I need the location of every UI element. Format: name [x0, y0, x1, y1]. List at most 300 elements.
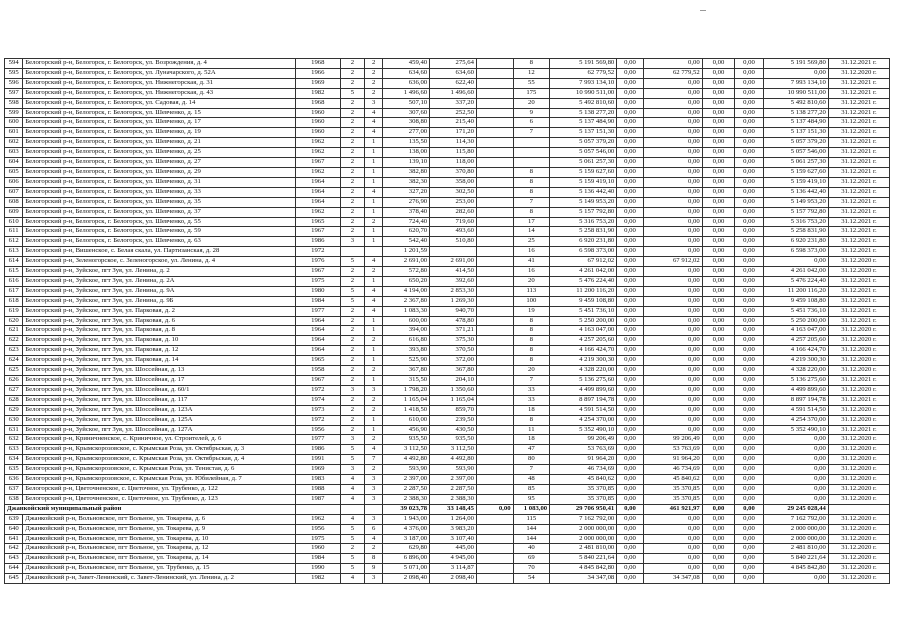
- cell-cost-total: 46 734,69: [550, 465, 617, 475]
- cell-area-living: 3 112,50: [430, 445, 477, 455]
- cell-year: 1969: [295, 78, 340, 88]
- cell-area-living: 2 098,40: [430, 574, 477, 584]
- cell-address: Белогорский р-н, Зуйское, пгт Зуя, ул. Ленина, д. 2А: [23, 276, 296, 286]
- cell-fund-regional: 0,00: [643, 356, 702, 366]
- cell-cost-total: 4 328 220,00: [550, 366, 617, 376]
- cell-area-total: 525,90: [383, 356, 430, 366]
- cell-fund-regional: 35 370,85: [643, 484, 702, 494]
- cell-floors: 5: [340, 286, 364, 296]
- cell-floors: 2: [340, 118, 364, 128]
- cell-cost-total: 4 219 300,30: [550, 356, 617, 366]
- cell-residents: 19: [513, 306, 550, 316]
- cell-fund-federal: 0,00: [617, 118, 643, 128]
- cell-row-number: 601: [5, 128, 23, 138]
- cell-fund-other: 4 166 424,70: [763, 346, 828, 356]
- cell-year: 1986: [295, 237, 340, 247]
- cell-residents: 8: [513, 167, 550, 177]
- cell-area-other: [476, 128, 513, 138]
- cell-completion-date: 31.12.2020 г.: [828, 366, 889, 376]
- cell-fund-other: 0,00: [763, 257, 828, 267]
- table-row: [5, 366, 890, 376]
- cell-completion-date: 31.12.2021 г.: [828, 59, 889, 69]
- cell-row-number: 622: [5, 336, 23, 346]
- cell-fund-local: 0,00: [702, 385, 735, 395]
- table-row: [5, 494, 890, 504]
- cell-entrances: 1: [365, 356, 383, 366]
- table-row: [5, 465, 890, 475]
- cell-fund-regional: 0,00: [643, 247, 702, 257]
- cell-fund-other: 2 481 810,00: [763, 544, 828, 554]
- cell-area-other: [476, 544, 513, 554]
- table-row: [5, 564, 890, 574]
- cell-address: Белогорский р-н, Белогорск, г. Белогорск, ул. Нижнегорская, д. 31: [23, 78, 296, 88]
- cell-fund-regional: 53 763,69: [643, 445, 702, 455]
- cell-fund-other: 4 845 842,80: [763, 564, 828, 574]
- cell-row-number: 634: [5, 455, 23, 465]
- cell-fund-federal: 0,00: [617, 286, 643, 296]
- cell-fund-owners: 0,00: [735, 415, 763, 425]
- cell-fund-regional: 0,00: [643, 118, 702, 128]
- cell-year: 1967: [295, 376, 340, 386]
- cell-area-living: 371,21: [430, 326, 477, 336]
- cell-fund-regional: 0,00: [643, 514, 702, 524]
- cell-fund-federal: 0,00: [617, 395, 643, 405]
- cell-area-total: 1 496,60: [383, 88, 430, 98]
- cell-fund-owners: 0,00: [735, 504, 763, 514]
- cell-year: 1968: [295, 98, 340, 108]
- cell-area-living: 634,60: [430, 68, 477, 78]
- cell-fund-federal: 0,00: [617, 514, 643, 524]
- cell-row-number: 621: [5, 326, 23, 336]
- cell-floors: 2: [340, 346, 364, 356]
- table-row: [5, 227, 890, 237]
- cell-fund-other: 5 137 484,90: [763, 118, 828, 128]
- cell-completion-date: 31.12.2020 г.: [828, 524, 889, 534]
- cell-row-number: 623: [5, 346, 23, 356]
- cell-fund-local: 0,00: [702, 187, 735, 197]
- cell-fund-regional: 461 921,97: [643, 504, 702, 514]
- cell-fund-federal: 0,00: [617, 524, 643, 534]
- cell-area-living: 859,70: [430, 405, 477, 415]
- cell-floors: 2: [340, 356, 364, 366]
- cell-entrances: 3: [365, 385, 383, 395]
- cell-fund-federal: 0,00: [617, 475, 643, 485]
- cell-fund-other: 5 476 224,40: [763, 276, 828, 286]
- table-row: [5, 484, 890, 494]
- cell-residents: 20: [513, 276, 550, 286]
- cell-address: Белогорский р-н, Белогорск, г. Белогорск, ул. Шевченко, д. 59: [23, 227, 296, 237]
- table-row: [5, 247, 890, 257]
- cell-area-living: 2 388,30: [430, 494, 477, 504]
- table-row: [5, 405, 890, 415]
- cell-cost-total: 5 057 379,20: [550, 138, 617, 148]
- cell-address: Белогорский р-н, Белогорск, г. Белогорск, ул. Шевченко, д. 27: [23, 158, 296, 168]
- cell-floors: 5: [340, 534, 364, 544]
- cell-year: 1964: [295, 187, 340, 197]
- cell-address: Белогорский р-н, Белогорск, г. Белогорск, ул. Шевченко, д. 21: [23, 138, 296, 148]
- cell-year: 1962: [295, 514, 340, 524]
- cell-area-total: 6 896,00: [383, 554, 430, 564]
- cell-area-other: [476, 514, 513, 524]
- cell-area-other: [476, 385, 513, 395]
- cell-fund-other: 6 598 373,00: [763, 247, 828, 257]
- cell-area-living: 3 114,87: [430, 564, 477, 574]
- cell-area-living: 370,80: [430, 167, 477, 177]
- table-row: [5, 158, 890, 168]
- cell-floors: 2: [340, 177, 364, 187]
- cell-fund-local: 0,00: [702, 68, 735, 78]
- cell-cost-total: 5 840 221,64: [550, 554, 617, 564]
- cell-floors: 5: [340, 296, 364, 306]
- cell-area-living: 253,00: [430, 197, 477, 207]
- cell-area-total: 2 287,50: [383, 484, 430, 494]
- cell-floors: 2: [340, 227, 364, 237]
- cell-completion-date: 31.12.2020 г.: [828, 356, 889, 366]
- cell-area-total: 2 691,00: [383, 257, 430, 267]
- cell-fund-regional: 0,00: [643, 395, 702, 405]
- cell-year: 1967: [295, 227, 340, 237]
- cell-fund-federal: 0,00: [617, 435, 643, 445]
- cell-completion-date: 31.12.2020 г.: [828, 257, 889, 267]
- cell-area-total: 3 112,50: [383, 445, 430, 455]
- cell-residents: 1 083,00: [513, 504, 550, 514]
- cell-entrances: 7: [365, 455, 383, 465]
- cell-fund-federal: 0,00: [617, 385, 643, 395]
- cell-fund-owners: 0,00: [735, 376, 763, 386]
- cell-area-living: 510,80: [430, 237, 477, 247]
- cell-entrances: 1: [365, 237, 383, 247]
- cell-fund-regional: 0,00: [643, 286, 702, 296]
- cell-cost-total: 4 591 514,50: [550, 405, 617, 415]
- cell-cost-total: 91 964,20: [550, 455, 617, 465]
- cell-area-living: 935,50: [430, 435, 477, 445]
- cell-area-living: 171,20: [430, 128, 477, 138]
- cell-area-other: [476, 316, 513, 326]
- cell-fund-local: 0,00: [702, 504, 735, 514]
- cell-fund-other: 29 245 028,44: [763, 504, 828, 514]
- cell-fund-owners: 0,00: [735, 425, 763, 435]
- cell-row-number: 612: [5, 237, 23, 247]
- table-row: [5, 574, 890, 584]
- cell-area-other: [476, 118, 513, 128]
- table-row: [5, 108, 890, 118]
- cell-residents: 9: [513, 108, 550, 118]
- cell-fund-regional: 0,00: [643, 158, 702, 168]
- cell-floors: 3: [340, 435, 364, 445]
- cell-area-living: 215,40: [430, 118, 477, 128]
- cell-floors: 3: [340, 465, 364, 475]
- cell-completion-date: 31.12.2020 г.: [828, 564, 889, 574]
- cell-fund-local: 0,00: [702, 227, 735, 237]
- cell-residents: 8: [513, 187, 550, 197]
- cell-entrances: [365, 247, 383, 257]
- cell-address: Белогорский р-н, Криничненское, с. Криничное, ул. Строителей, д. 6: [23, 435, 296, 445]
- cell-residents: 100: [513, 296, 550, 306]
- cell-area-other: [476, 524, 513, 534]
- cell-residents: 33: [513, 385, 550, 395]
- cell-fund-owners: 0,00: [735, 366, 763, 376]
- cell-completion-date: 31.12.2020 г.: [828, 484, 889, 494]
- cell-area-other: [476, 445, 513, 455]
- cell-fund-owners: 0,00: [735, 326, 763, 336]
- cell-cost-total: 2 481 810,00: [550, 544, 617, 554]
- cell-fund-other: 5 159 419,10: [763, 177, 828, 187]
- cell-year: 1977: [295, 306, 340, 316]
- cell-fund-other: 4 163 047,00: [763, 326, 828, 336]
- cell-entrances: 4: [365, 534, 383, 544]
- cell-floors: 2: [340, 78, 364, 88]
- cell-cost-total: 34 347,08: [550, 574, 617, 584]
- cell-fund-other: 5 191 569,80: [763, 59, 828, 69]
- cell-fund-local: 0,00: [702, 356, 735, 366]
- cell-fund-federal: 0,00: [617, 316, 643, 326]
- cell-year: 1962: [295, 167, 340, 177]
- cell-floors: 4: [340, 484, 364, 494]
- cell-year: 1964: [295, 316, 340, 326]
- cell-area-total: 4 376,00: [383, 524, 430, 534]
- cell-entrances: 1: [365, 346, 383, 356]
- cell-address: Белогорский р-н, Крымскорозовское, с. Крымская Роза, ул. Октябрьская, д. 3: [23, 445, 296, 455]
- table-row: [5, 177, 890, 187]
- cell-entrances: 3: [365, 494, 383, 504]
- cell-fund-owners: 0,00: [735, 247, 763, 257]
- cell-area-total: 327,20: [383, 187, 430, 197]
- table-row: [5, 68, 890, 78]
- cell-fund-local: 0,00: [702, 514, 735, 524]
- cell-cost-total: 35 370,85: [550, 494, 617, 504]
- cell-row-number: 627: [5, 385, 23, 395]
- cell-year: 1964: [295, 177, 340, 187]
- cell-fund-local: 0,00: [702, 336, 735, 346]
- cell-area-living: 1 496,60: [430, 88, 477, 98]
- cell-fund-owners: 0,00: [735, 118, 763, 128]
- cell-floors: 2: [340, 138, 364, 148]
- cell-fund-federal: 0,00: [617, 356, 643, 366]
- cell-area-other: [476, 554, 513, 564]
- cell-area-other: [476, 227, 513, 237]
- cell-completion-date: 31.12.2021 г.: [828, 148, 889, 158]
- cell-fund-local: 0,00: [702, 554, 735, 564]
- cell-row-number: 635: [5, 465, 23, 475]
- cell-floors: 5: [340, 257, 364, 267]
- cell-completion-date: 31.12.2021 г.: [828, 286, 889, 296]
- cell-address: Белогорский р-н, Крымскорозовское, с. Крымская Роза, ул. Юбилейная, д. 7: [23, 475, 296, 485]
- cell-year: 1986: [295, 445, 340, 455]
- cell-year: 1972: [295, 415, 340, 425]
- table-row: [5, 296, 890, 306]
- cell-floors: 5: [340, 554, 364, 564]
- cell-fund-regional: 0,00: [643, 326, 702, 336]
- cell-residents: 55: [513, 78, 550, 88]
- cell-year: 1965: [295, 356, 340, 366]
- cell-fund-local: 0,00: [702, 257, 735, 267]
- cell-floors: 2: [340, 425, 364, 435]
- cell-fund-regional: 0,00: [643, 148, 702, 158]
- cell-area-total: 139,10: [383, 158, 430, 168]
- cell-floors: 4: [340, 574, 364, 584]
- cell-cost-total: 4 261 042,00: [550, 267, 617, 277]
- cell-floors: 2: [340, 187, 364, 197]
- cell-fund-local: 0,00: [702, 376, 735, 386]
- cell-entrances: 2: [365, 435, 383, 445]
- cell-fund-owners: 0,00: [735, 98, 763, 108]
- cell-floors: 2: [340, 415, 364, 425]
- cell-entrances: [365, 504, 383, 514]
- cell-residents: 16: [513, 267, 550, 277]
- cell-fund-local: 0,00: [702, 475, 735, 485]
- cell-residents: 69: [513, 554, 550, 564]
- cell-fund-federal: 0,00: [617, 504, 643, 514]
- cell-fund-other: 5 057 546,00: [763, 148, 828, 158]
- cell-area-living: 2 397,00: [430, 475, 477, 485]
- cell-entrances: 2: [365, 336, 383, 346]
- cell-area-other: [476, 98, 513, 108]
- cell-entrances: 2: [365, 59, 383, 69]
- table-row: [5, 554, 890, 564]
- cell-completion-date: 31.12.2021 г.: [828, 395, 889, 405]
- cell-address: Белогорский р-н, Белогорск, г. Белогорск, ул. Шевченко, д. 35: [23, 197, 296, 207]
- cell-floors: 2: [340, 108, 364, 118]
- cell-fund-owners: 0,00: [735, 356, 763, 366]
- cell-fund-local: 0,00: [702, 158, 735, 168]
- cell-fund-other: 9 459 108,80: [763, 296, 828, 306]
- cell-fund-other: 7 162 792,00: [763, 514, 828, 524]
- cell-fund-federal: 0,00: [617, 346, 643, 356]
- cell-area-other: [476, 415, 513, 425]
- table-row: [5, 207, 890, 217]
- cell-cost-total: 5 451 736,10: [550, 306, 617, 316]
- cell-fund-local: 0,00: [702, 306, 735, 316]
- cell-address: Белогорский р-н, Белогорск, г. Белогорск, ул. Возрождения, д. 4: [23, 59, 296, 69]
- cell-area-living: 414,50: [430, 267, 477, 277]
- cell-fund-regional: 0,00: [643, 385, 702, 395]
- cell-area-living: 4 492,80: [430, 455, 477, 465]
- cell-fund-federal: 0,00: [617, 494, 643, 504]
- cell-cost-total: 2 000 000,00: [550, 534, 617, 544]
- cell-residents: 41: [513, 257, 550, 267]
- cell-fund-local: 0,00: [702, 296, 735, 306]
- cell-address: Белогорский р-н, Зуйское, пгт Зуя, ул. Парковая, д. 6: [23, 316, 296, 326]
- cell-residents: 20: [513, 366, 550, 376]
- cell-completion-date: 31.12.2020 г.: [828, 385, 889, 395]
- cell-fund-local: 0,00: [702, 465, 735, 475]
- cell-year: 1964: [295, 197, 340, 207]
- cell-fund-other: 4 328 220,00: [763, 366, 828, 376]
- cell-row-number: 598: [5, 98, 23, 108]
- cell-fund-local: 0,00: [702, 247, 735, 257]
- table-row: [5, 237, 890, 247]
- cell-area-total: 610,00: [383, 415, 430, 425]
- cell-row-number: 606: [5, 177, 23, 187]
- cell-row-number: 630: [5, 415, 23, 425]
- cell-area-living: 252,50: [430, 108, 477, 118]
- cell-fund-local: 0,00: [702, 148, 735, 158]
- cell-area-other: [476, 59, 513, 69]
- cell-fund-other: 5 492 810,60: [763, 98, 828, 108]
- cell-fund-regional: 0,00: [643, 207, 702, 217]
- cell-completion-date: 31.12.2021 г.: [828, 187, 889, 197]
- cell-floors: 2: [340, 395, 364, 405]
- cell-fund-regional: 0,00: [643, 524, 702, 534]
- cell-entrances: 1: [365, 415, 383, 425]
- cell-area-total: 315,50: [383, 376, 430, 386]
- cell-fund-other: 5 136 442,40: [763, 187, 828, 197]
- cell-fund-local: 0,00: [702, 138, 735, 148]
- cell-row-number: 608: [5, 197, 23, 207]
- cell-address: Белогорский р-н, Крымскорозовское, с. Крымская Роза, ул. Октябрьская, д. 4: [23, 455, 296, 465]
- cell-cost-total: 35 370,85: [550, 484, 617, 494]
- table-row: [5, 514, 890, 524]
- cell-area-other: [476, 425, 513, 435]
- cell-completion-date: 31.12.2021 г.: [828, 177, 889, 187]
- cell-fund-regional: 0,00: [643, 296, 702, 306]
- cell-fund-owners: 0,00: [735, 465, 763, 475]
- cell-area-total: 629,80: [383, 544, 430, 554]
- cell-fund-local: 0,00: [702, 484, 735, 494]
- cell-area-total: 935,50: [383, 435, 430, 445]
- cell-fund-regional: 0,00: [643, 544, 702, 554]
- cell-row-number: 599: [5, 108, 23, 118]
- cell-residents: [513, 158, 550, 168]
- cell-fund-local: 0,00: [702, 237, 735, 247]
- cell-fund-local: 0,00: [702, 167, 735, 177]
- cell-year: 1964: [295, 346, 340, 356]
- cell-year: 1984: [295, 554, 340, 564]
- cell-fund-federal: 0,00: [617, 455, 643, 465]
- cell-area-total: 276,90: [383, 197, 430, 207]
- cell-cost-total: 5 316 753,20: [550, 217, 617, 227]
- cell-fund-regional: 0,00: [643, 197, 702, 207]
- cell-entrances: 3: [365, 574, 383, 584]
- cell-fund-other: 2 000 000,00: [763, 534, 828, 544]
- table-row: [5, 187, 890, 197]
- cell-address: Джанкойский р-н, Вольновское, пгт Вольное, ул. Токарева, д. 12: [23, 544, 296, 554]
- cell-fund-regional: 0,00: [643, 534, 702, 544]
- scan-mark: [700, 10, 706, 15]
- cell-cost-total: 99 206,49: [550, 435, 617, 445]
- cell-area-other: [476, 336, 513, 346]
- cell-fund-owners: 0,00: [735, 197, 763, 207]
- cell-fund-other: 0,00: [763, 465, 828, 475]
- cell-row-number: 613: [5, 247, 23, 257]
- cell-cost-total: 4 845 842,80: [550, 564, 617, 574]
- cell-fund-local: 0,00: [702, 108, 735, 118]
- cell-area-living: 33 148,45: [430, 504, 477, 514]
- cell-completion-date: 31.12.2020 г.: [828, 445, 889, 455]
- cell-fund-regional: 0,00: [643, 59, 702, 69]
- cell-year: 1964: [295, 336, 340, 346]
- cell-fund-other: 5 258 831,90: [763, 227, 828, 237]
- cell-fund-local: 0,00: [702, 445, 735, 455]
- cell-residents: 20: [513, 98, 550, 108]
- cell-floors: 2: [340, 197, 364, 207]
- cell-area-total: 650,20: [383, 276, 430, 286]
- cell-area-other: [476, 148, 513, 158]
- cell-fund-federal: 0,00: [617, 484, 643, 494]
- cell-floors: 4: [340, 475, 364, 485]
- cell-fund-federal: 0,00: [617, 59, 643, 69]
- cell-cost-total: 6 920 231,80: [550, 237, 617, 247]
- cell-row-number: 641: [5, 534, 23, 544]
- cell-year: 1977: [295, 435, 340, 445]
- cell-fund-other: 5 061 257,30: [763, 158, 828, 168]
- cell-fund-owners: 0,00: [735, 128, 763, 138]
- cell-row-number: 628: [5, 395, 23, 405]
- cell-fund-owners: 0,00: [735, 68, 763, 78]
- cell-completion-date: 31.12.2020 г.: [828, 534, 889, 544]
- cell-area-total: 1 201,59: [383, 247, 430, 257]
- cell-fund-local: 0,00: [702, 207, 735, 217]
